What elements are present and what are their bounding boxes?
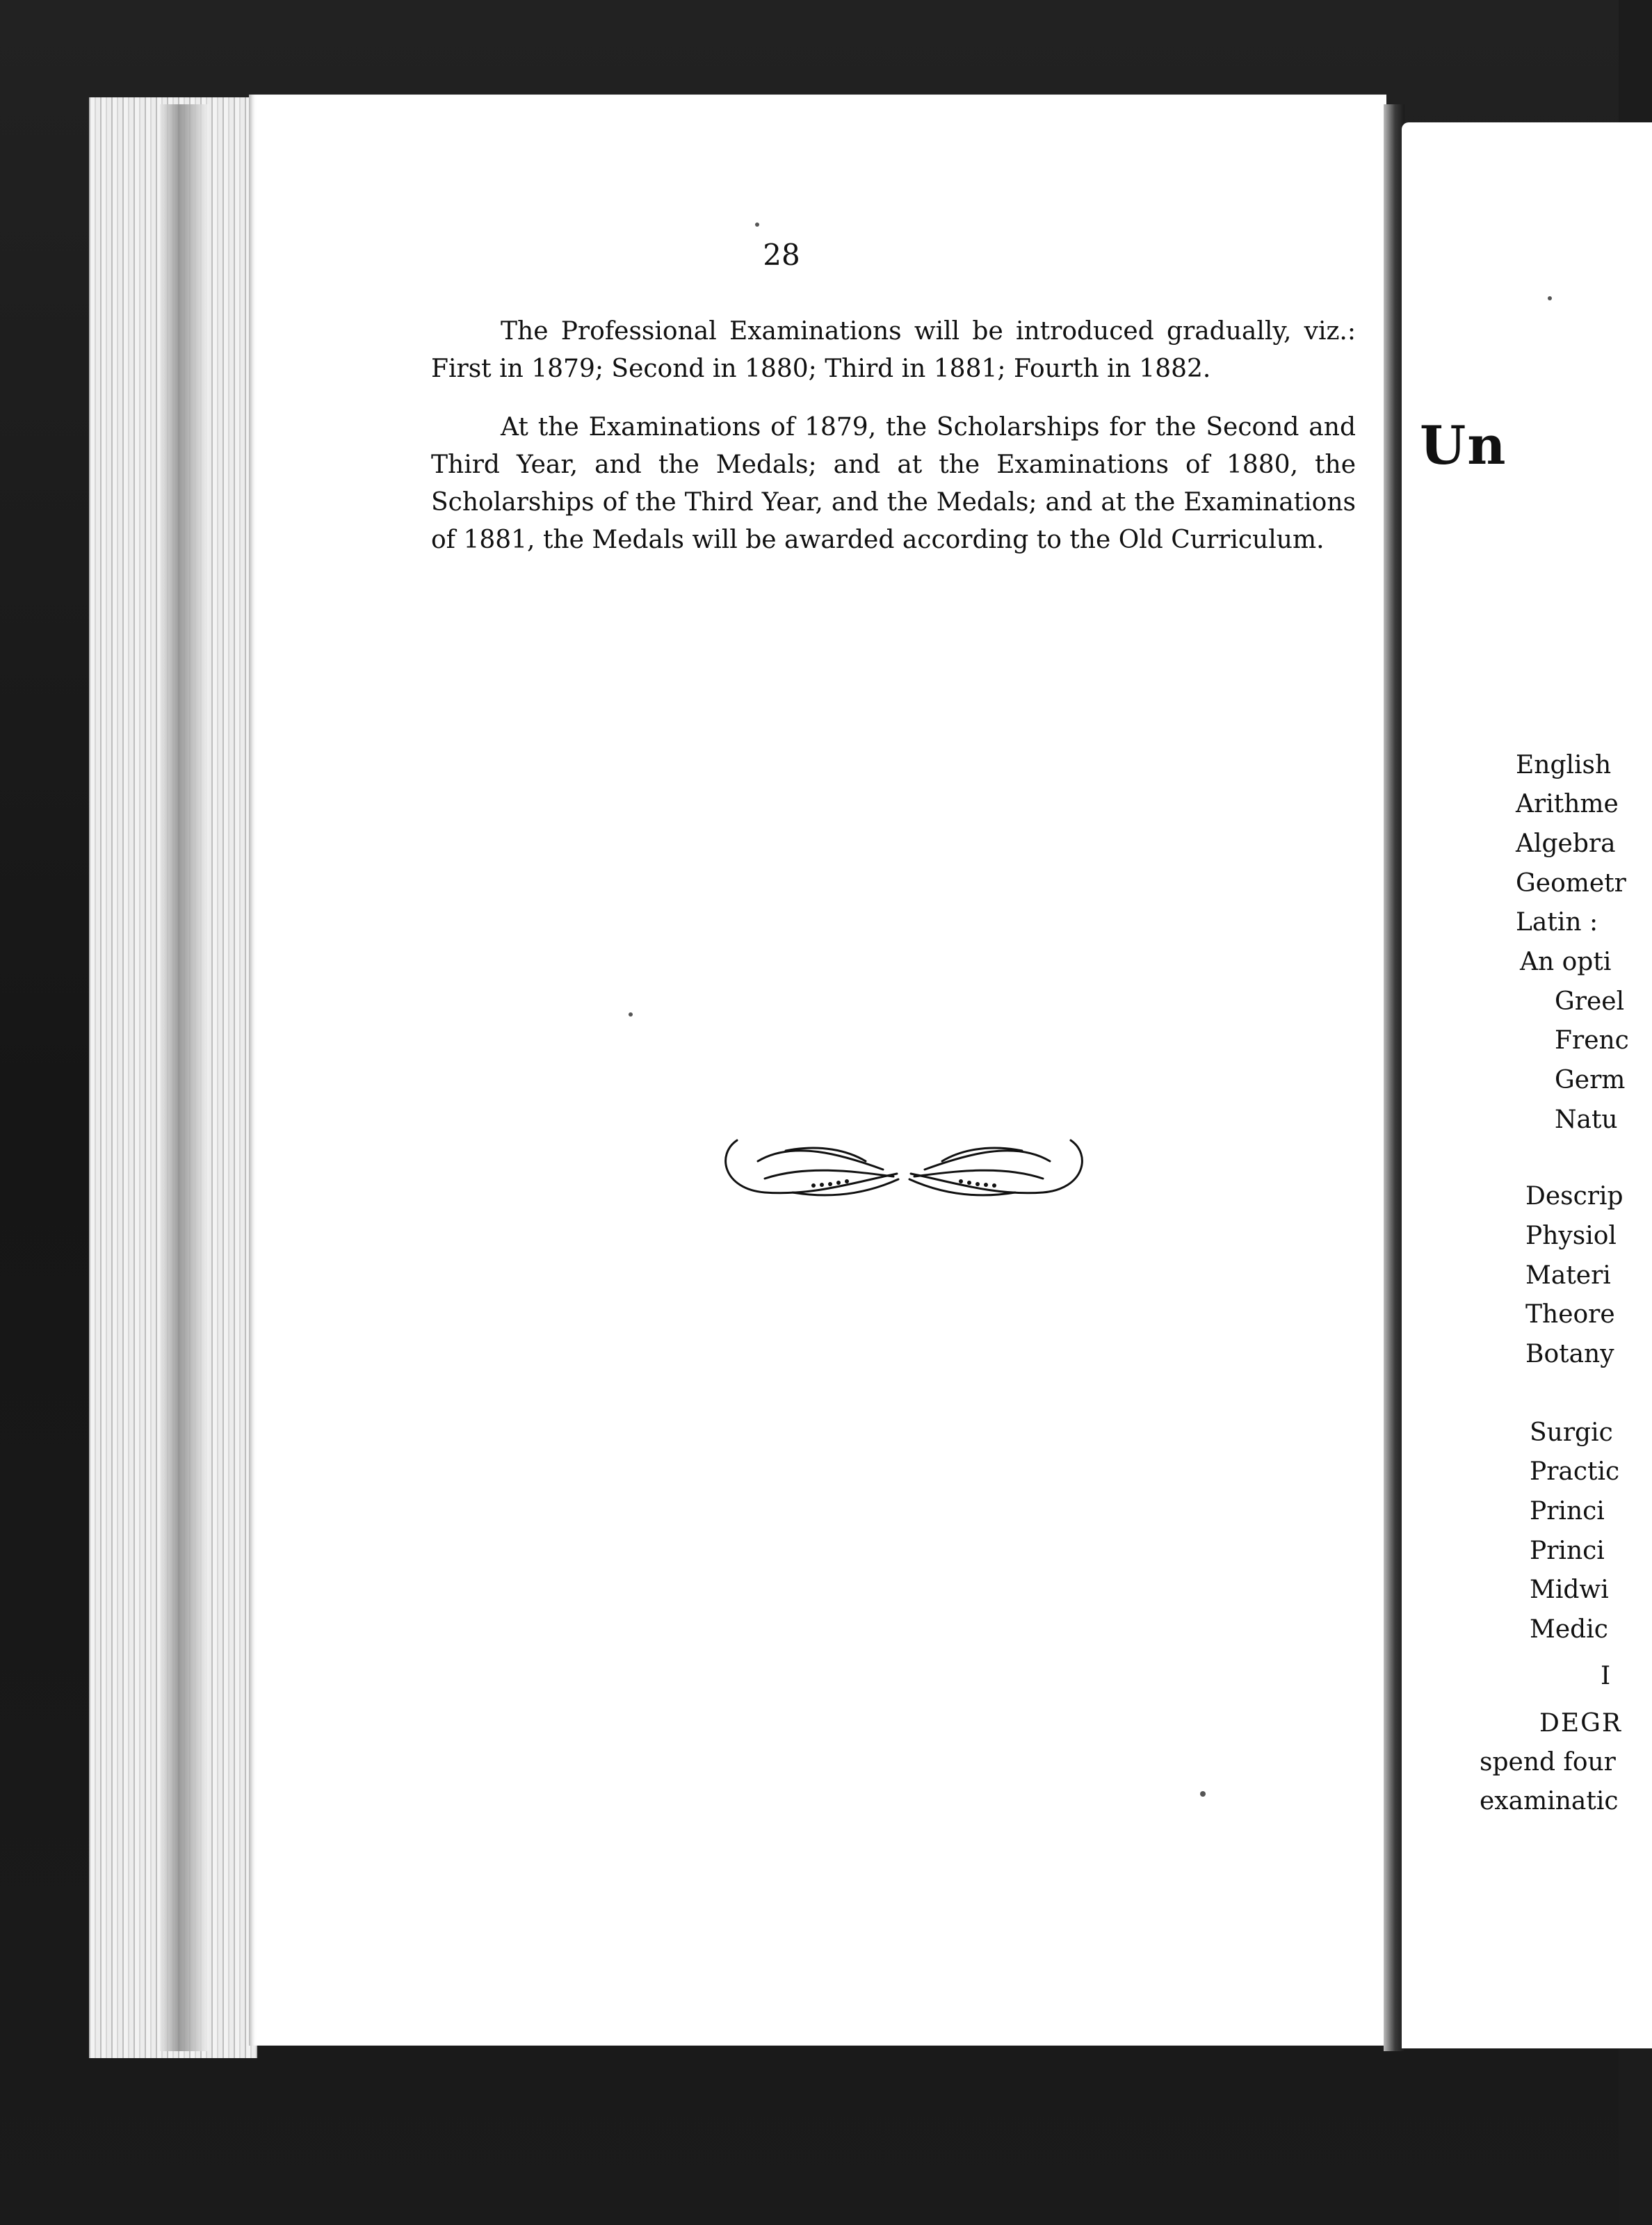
right-line-midwifery: Midwi: [1530, 1576, 1609, 1604]
right-line-medical: Medic: [1530, 1615, 1608, 1644]
right-line-german: Germ: [1555, 1066, 1626, 1094]
paragraph-professional-examinations: The Professional Examinations will be introduced gradually, viz.: First in 1879; Second in 1880; Third in 1881; Fourth in 1882.: [431, 317, 1356, 383]
right-line-arithmetic: Arithme: [1516, 790, 1619, 818]
right-page-heading-fragment: Un: [1420, 414, 1507, 476]
right-line-natural: Natu: [1555, 1106, 1618, 1134]
paragraph-scholarships-medals: At the Examinations of 1879, the Scholarships for the Second and Third Year, and the Medals; and at the Examinations of 1880, the Scholarships of the Third Year, and the Medals; and at the Examinations of 1881, the Medals will be awarded according to the Old Curriculum.: [431, 413, 1356, 554]
page-number: 28: [763, 238, 800, 272]
right-line-materia: Materi: [1525, 1261, 1611, 1290]
right-line-practice: Practic: [1530, 1457, 1620, 1486]
right-line-latin: Latin :: [1516, 908, 1598, 937]
book-edge-shadow: [160, 104, 209, 2051]
scroll-flourish-icon: [716, 1112, 1092, 1224]
scan-speck: [755, 222, 759, 227]
right-line-greek: Greel: [1555, 987, 1625, 1016]
right-line-fragment: I: [1601, 1662, 1611, 1690]
right-line-optional: An opti: [1520, 948, 1612, 976]
right-line-principles-1: Princi: [1530, 1497, 1605, 1526]
right-line-botany: Botany: [1525, 1340, 1614, 1368]
right-line-descriptive: Descrip: [1525, 1182, 1623, 1211]
scan-speck: [1200, 1791, 1206, 1797]
right-line-theoretical: Theore: [1525, 1300, 1615, 1329]
right-line-spend-four: spend four: [1480, 1748, 1616, 1777]
right-line-french: Frenc: [1555, 1026, 1629, 1055]
right-line-examination: examinatic: [1480, 1787, 1619, 1815]
right-line-principles-2: Princi: [1530, 1537, 1605, 1565]
scan-speck: [1548, 296, 1552, 300]
right-line-geometry: Geometr: [1516, 869, 1626, 898]
scan-speck: [629, 1012, 633, 1017]
right-line-algebra: Algebra: [1516, 830, 1616, 858]
right-line-surgical: Surgic: [1530, 1418, 1613, 1447]
right-line-english: English: [1516, 751, 1612, 779]
right-line-physiology: Physiol: [1525, 1222, 1617, 1250]
right-line-degree: DEGR: [1539, 1709, 1623, 1738]
